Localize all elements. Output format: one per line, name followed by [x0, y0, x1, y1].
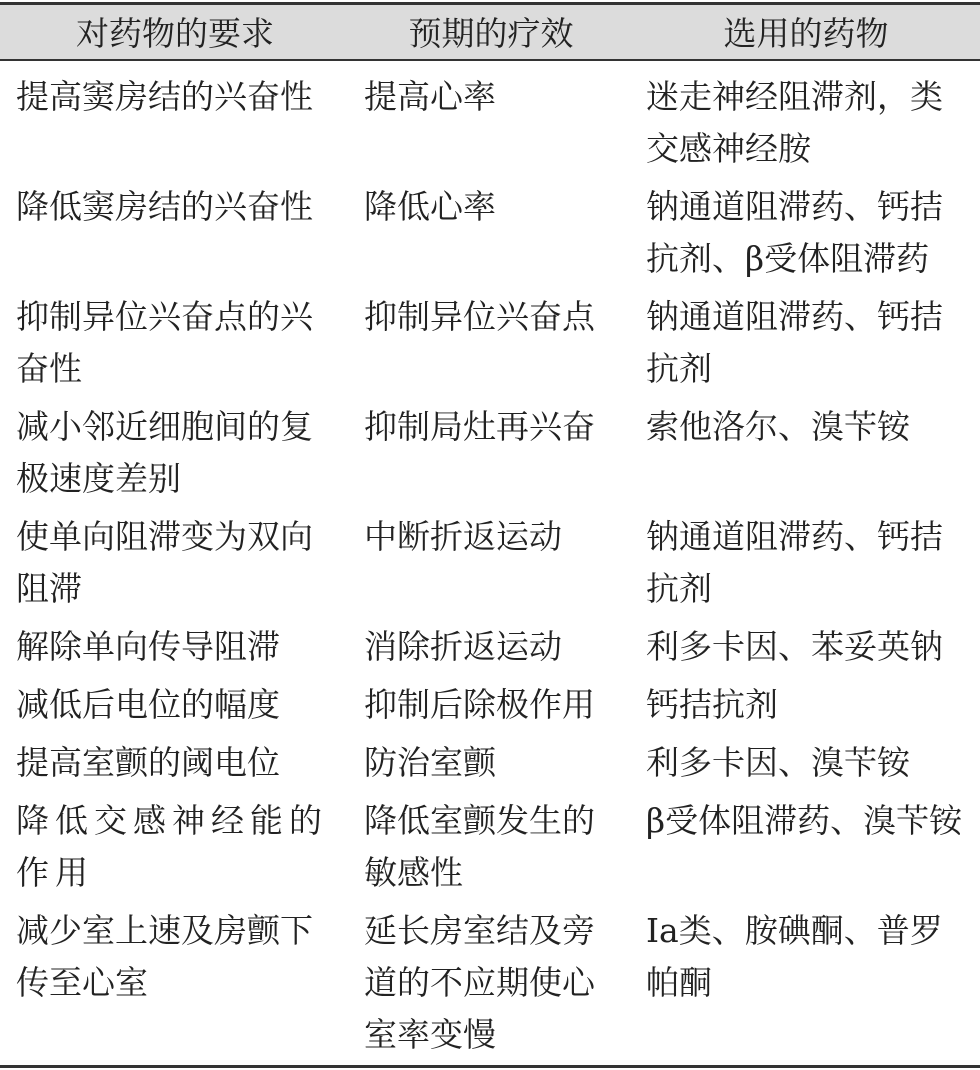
cell-effect: 中断折返运动: [364, 516, 562, 556]
cell-effect: 防治室颤: [364, 742, 496, 782]
table-row: [0, 737, 980, 795]
table-row: [0, 401, 980, 511]
cell-effect: 消除折返运动: [364, 626, 562, 666]
cell-drug: 钠通道阻滞药、钙拮抗剂: [646, 516, 943, 608]
cell-effect: 提高心率: [364, 76, 496, 116]
table-row: [0, 181, 980, 291]
cell-drug: 索他洛尔、溴苄铵: [646, 406, 910, 446]
table-row: [0, 621, 980, 679]
cell-drug: 钠通道阻滞药、钙拮抗剂、β受体阻滞药: [646, 186, 943, 278]
cell-requirement: 减低后电位的幅度: [16, 684, 280, 724]
cell-requirement: 使单向阻滞变为双向阻滞: [16, 516, 313, 608]
cell-effect: 抑制后除极作用: [364, 684, 595, 724]
cell-requirement: 降低窦房结的兴奋性: [16, 186, 313, 226]
cell-requirement: 减小邻近细胞间的复极速度差别: [16, 406, 313, 498]
cell-drug: 钠通道阻滞药、钙拮抗剂: [646, 296, 943, 388]
cell-drug: 利多卡因、苯妥英钠: [646, 626, 943, 666]
cell-drug: 钙拮抗剂: [646, 684, 778, 724]
cell-effect: 抑制局灶再兴奋: [364, 406, 595, 446]
cell-drug: 迷走神经阻滞剂，类交感神经胺: [646, 76, 943, 168]
cell-requirement: 解除单向传导阻滞: [16, 626, 280, 666]
cell-effect: 降低心率: [364, 186, 496, 226]
cell-effect: 抑制异位兴奋点: [364, 296, 595, 336]
table-row: [0, 291, 980, 401]
table-row: [0, 511, 980, 621]
table-row: [0, 679, 980, 737]
cell-effect: 降低室颤发生的敏感性: [364, 800, 595, 892]
table-header: [0, 4, 980, 60]
table-body: [0, 60, 980, 1067]
table-row: [0, 60, 980, 181]
header-row: [0, 4, 980, 60]
table-row: [0, 905, 980, 1067]
cell-drug: 利多卡因、溴苄铵: [646, 742, 910, 782]
header-requirement: 对药物的要求: [0, 4, 350, 60]
cell-drug: β受体阻滞药、溴苄铵: [646, 800, 963, 840]
table-bottom-rule: [0, 1065, 980, 1068]
header-drug: 选用的药物: [632, 4, 980, 60]
cell-requirement: 减少室上速及房颤下传至心室: [16, 910, 313, 1002]
table-row: [0, 795, 980, 905]
header-effect: 预期的疗效: [350, 4, 632, 60]
cell-requirement: 降低交感神经能的作用: [16, 800, 328, 892]
cell-drug: Ⅰa类、胺碘酮、普罗帕酮: [646, 910, 943, 1002]
antiarrhythmic-drug-table: [0, 2, 980, 1067]
cell-effect: 延长房室结及旁道的不应期使心室率变慢: [364, 910, 595, 1054]
cell-requirement: 抑制异位兴奋点的兴奋性: [16, 296, 313, 388]
cell-requirement: 提高室颤的阈电位: [16, 742, 280, 782]
cell-requirement: 提高窦房结的兴奋性: [16, 76, 313, 116]
